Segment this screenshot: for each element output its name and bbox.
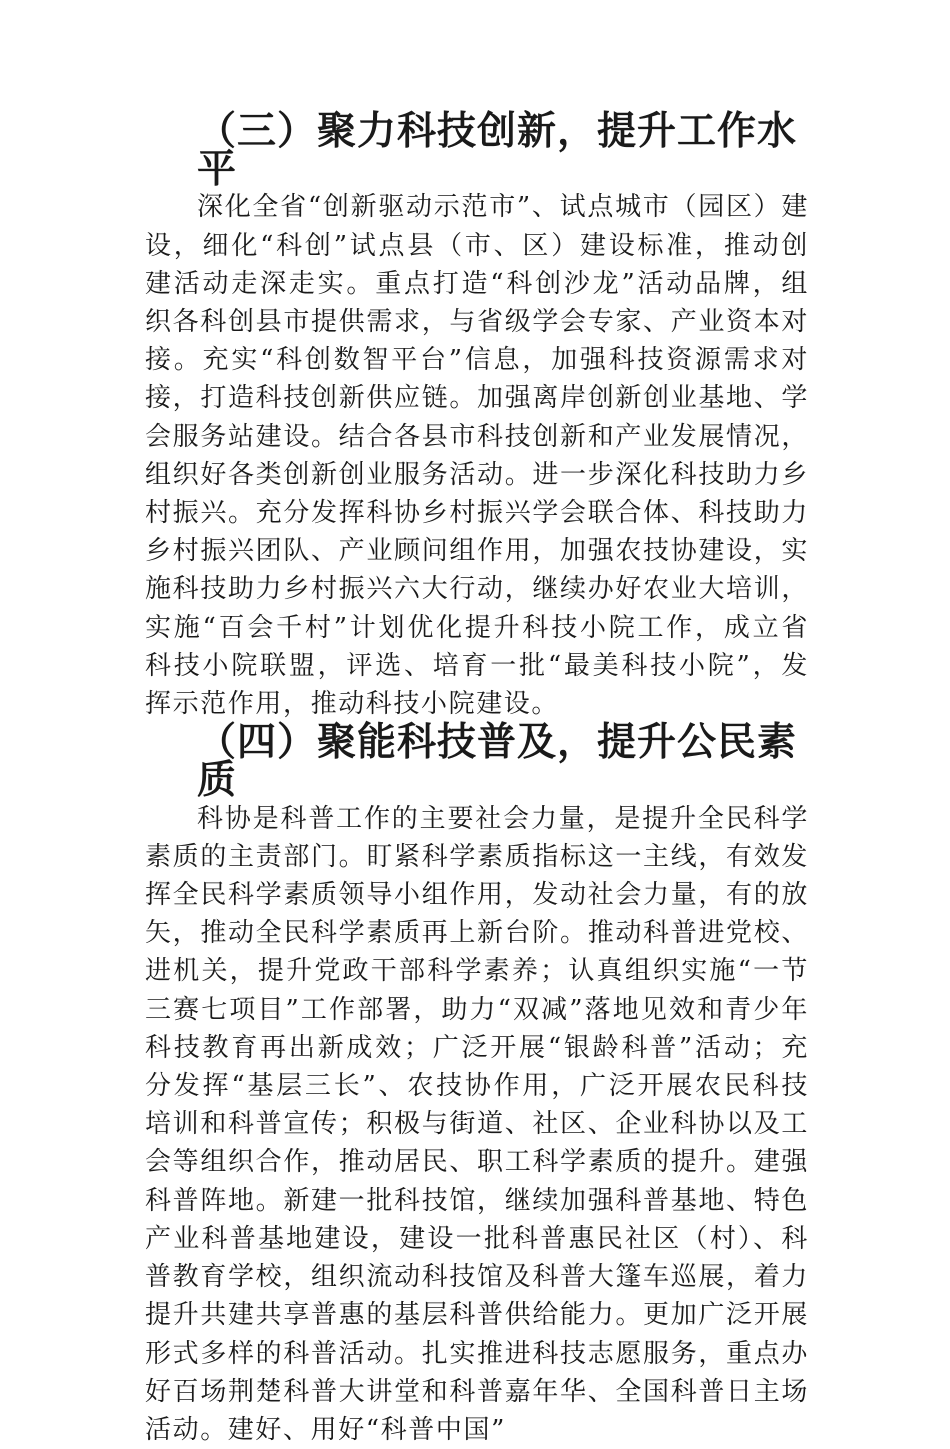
section-heading-3: （三）聚力科技创新，提升工作水平 [197,108,798,193]
section-heading-4: （四）聚能科技普及，提升公民素质 [197,719,798,804]
document-page [145,108,810,1449]
section-body-3: 深化全省“创新驱动示范市”、试点城市（园区）建设，细化“科创”试点县（市、区）建设标准，推动创建活动走深走实。重点打造“科创沙龙”活动品牌，组织各科创县市提供需求，与省级学会专家、产业资本对接。充实“科创数智平台”信息，加强科技资源需求对接，打造科技创新供应链。加强离岸创新创业基地、学会服务站建设。结合各县市科技创新和产业发展情况，组织好各类创新创业服务活动。进一步深化科技助力乡村振兴。充分发挥科协乡村振兴学会联合体、科技助力乡村振兴团队、产业顾问组作用，加强农技协建设，实施科技助力乡村振兴六大行动，继续办好农业大培训，实施“百会千村”计划优化提升科技小院工作，成立省科技小院联盟，评选、培育一批“最美科技小院”，发挥示范作用，推动科技小院建设。 [145,192,810,720]
section-body-4: 科协是科普工作的主要社会力量，是提升全民科学素质的主责部门。盯紧科学素质指标这一主线，有效发挥全民科学素质领导小组作用，发动社会力量，有的放矢，推动全民科学素质再上新台阶。推动科普进党校、进机关，提升党政干部科学素养；认真组织实施“一节三赛七项目”工作部署，助力“双减”落地见效和青少年科技教育再出新成效；广泛开展“银龄科普”活动；充分发挥“基层三长”、农技协作用，广泛开展农民科技培训和科普宣传；积极与街道、社区、企业科协以及工会等组织合作，推动居民、职工科学素质的提升。建强科普阵地。新建一批科技馆，继续加强科普基地、特色产业科普基地建设，建设一批科普惠民社区（村）、科普教育学校，组织流动科技馆及科普大篷车巡展，着力提升共建共享普惠的基层科普供给能力。更加广泛开展形式多样的科普活动。扎实推进科技志愿服务，重点办好百场荆楚科普大讲堂和科普嘉年华、全国科普日主场活动。建好、用好“科普中国” [145,803,809,1445]
